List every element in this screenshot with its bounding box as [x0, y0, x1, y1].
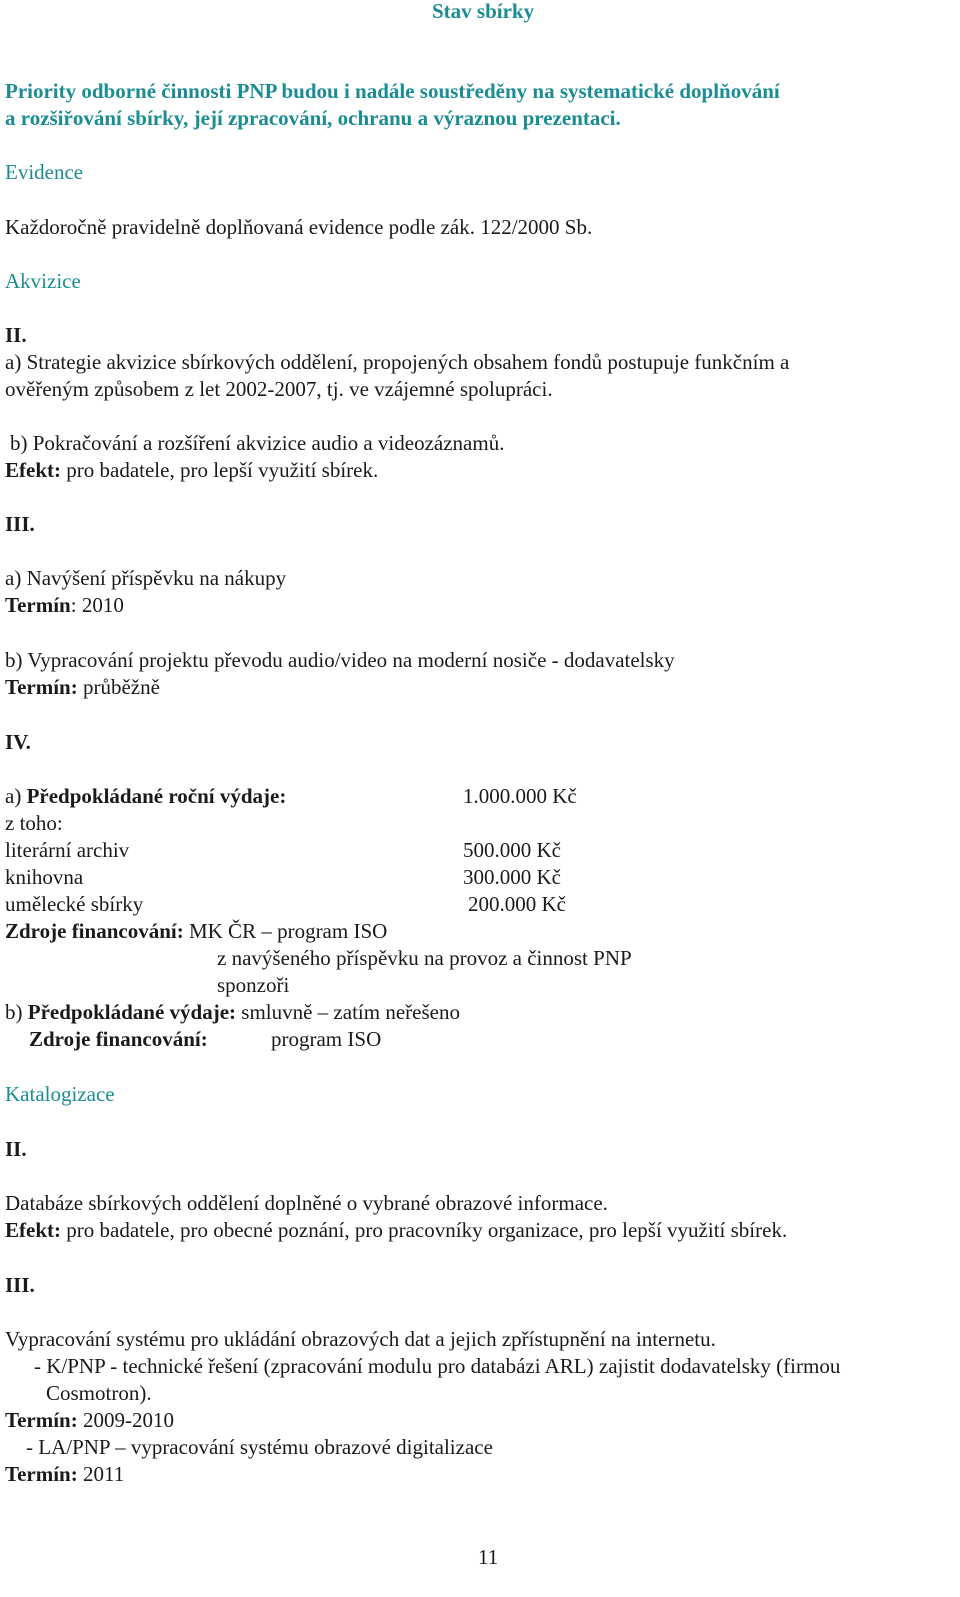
zdroje-line-3: sponzoři: [217, 973, 290, 997]
intro-line-1: Priority odborné činnosti PNP budou i nadále soustředěny na systematické doplňování: [5, 79, 780, 103]
iv-item-amount: 300.000 Kč: [463, 865, 561, 889]
akvizice-ii-b: b) Pokračování a rozšíření akvizice audio a videozáznamů.: [10, 431, 505, 455]
katalogizace-iii-item-2: - LA/PNP – vypracování systému obrazové digitalizace: [26, 1435, 493, 1459]
akvizice-iii-b: b) Vypracování projektu převodu audio/video na moderní nosiče - dodavatelsky: [5, 648, 675, 672]
page-title: Stav sbírky: [432, 0, 535, 23]
iv-b: [5, 999, 460, 1025]
efekt-text: pro badatele, pro obecné poznání, pro pracovníky organizace, pro lepší využití sbírek.: [61, 1218, 788, 1242]
termin-label: Termín: [5, 593, 71, 617]
termin-label: Termín:: [5, 1462, 78, 1486]
zdroje-line-1: MK ČR – program ISO: [183, 919, 388, 943]
katalogizace-numeral-iii: III.: [5, 1273, 35, 1297]
iv-a-total: 1.000.000 Kč: [463, 784, 577, 808]
iv-a-label: Předpokládané roční výdaje:: [26, 784, 287, 808]
akvizice-ii-a-line-2: ověřeným způsobem z let 2002-2007, tj. ve vzájemné spolupráci.: [5, 377, 553, 401]
efekt-label: Efekt:: [5, 458, 61, 482]
katalogizace-ii-text: Databáze sbírkových oddělení doplněné o vybrané obrazové informace.: [5, 1191, 608, 1215]
akvizice-iii-b-termin: [5, 674, 160, 700]
iv-b-value: smluvně – zatím neřešeno: [236, 1000, 460, 1024]
katalogizace-ii-efekt: [5, 1217, 787, 1243]
iv-b-prefix: b): [5, 1000, 28, 1024]
akvizice-iv-a: [5, 783, 286, 809]
akvizice-heading: Akvizice: [5, 269, 81, 293]
katalogizace-iii-item-1-line-2: Cosmotron).: [46, 1381, 152, 1405]
katalogizace-iii-text: Vypracování systému pro ukládání obrazových dat a jejich zpřístupnění na internetu.: [5, 1327, 716, 1351]
katalogizace-iii-item-1-line-1: - K/PNP - technické řešení (zpracování modulu pro databázi ARL) zajistit dodavatelsky (firmou: [34, 1354, 841, 1378]
akvizice-numeral-ii: II.: [5, 323, 27, 347]
katalogizace-heading: Katalogizace: [5, 1082, 115, 1106]
termin-value: : 2010: [70, 593, 124, 617]
efekt-text: pro badatele, pro lepší využití sbírek.: [61, 458, 379, 482]
iv-item-amount: 500.000 Kč: [463, 838, 561, 862]
akvizice-iii-a: a) Navýšení příspěvku na nákupy: [5, 566, 287, 590]
katalogizace-iii-termin-1: [5, 1407, 174, 1433]
evidence-text: Každoročně pravidelně doplňovaná evidence podle zák. 122/2000 Sb.: [5, 215, 593, 239]
iv-item-name: knihovna: [5, 865, 84, 889]
iv-z-toho: z toho:: [5, 811, 63, 835]
katalogizace-iii-termin-2: [5, 1461, 124, 1487]
akvizice-numeral-iii: III.: [5, 512, 35, 536]
katalogizace-numeral-ii: II.: [5, 1137, 27, 1161]
iv-a-prefix: a): [5, 784, 27, 808]
iv-item-amount: 200.000 Kč: [468, 892, 566, 916]
iv-item-name: umělecké sbírky: [5, 892, 144, 916]
iv-b-zdroje-label: Zdroje financování:: [29, 1027, 208, 1051]
zdroje-label: Zdroje financování:: [5, 919, 184, 943]
akvizice-ii-a-line-1: a) Strategie akvizice sbírkových oddělení, propojených obsahem fondů postupuje funkčním a: [5, 350, 790, 374]
akvizice-ii-efekt: [5, 457, 378, 483]
termin-value: 2011: [77, 1462, 125, 1486]
termin-value: průběžně: [77, 675, 160, 699]
iv-zdroje: [5, 918, 387, 944]
evidence-heading: Evidence: [5, 160, 84, 184]
termin-label: Termín:: [5, 675, 78, 699]
akvizice-numeral-iv: IV.: [5, 730, 31, 754]
efekt-label: Efekt:: [5, 1218, 61, 1242]
iv-b-zdroje-value: program ISO: [271, 1027, 382, 1051]
page-number: 11: [478, 1545, 499, 1569]
iv-item-name: literární archiv: [5, 838, 130, 862]
intro-line-2: a rozšiřování sbírky, její zpracování, ochranu a výraznou prezentaci.: [5, 106, 621, 130]
iv-b-label: Předpokládané výdaje:: [27, 1000, 237, 1024]
termin-value: 2009-2010: [77, 1408, 174, 1432]
zdroje-line-2: z navýšeného příspěvku na provoz a činnost PNP: [217, 946, 632, 970]
akvizice-iii-a-termin: [5, 592, 124, 618]
termin-label: Termín:: [5, 1408, 78, 1432]
